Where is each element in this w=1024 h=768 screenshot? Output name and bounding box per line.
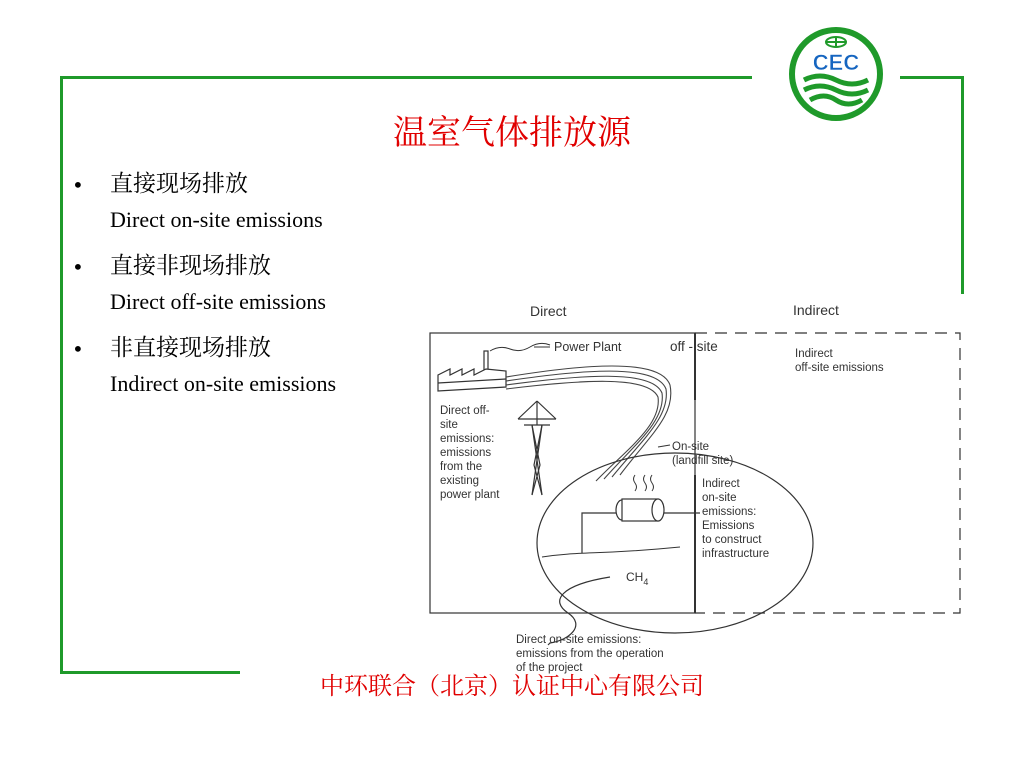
direct-offsite-line-5: from the — [440, 461, 483, 473]
direct-offsite-line-4: emissions — [440, 447, 492, 459]
bullet-marker: • — [72, 255, 84, 279]
bullet-marker: • — [72, 337, 84, 361]
diagram-header-direct: Direct — [530, 303, 567, 319]
direct-offsite-line-3: emissions: — [440, 433, 495, 445]
indirect-onsite-line-3: emissions: — [702, 506, 757, 518]
transmission-tower-icon — [518, 401, 556, 495]
list-item — [72, 165, 432, 247]
indirect-onsite-line-2: on-site — [702, 492, 737, 504]
landfill-site-label: (landfill site) — [672, 455, 734, 467]
direct-offsite-line-1: Direct off- — [440, 405, 490, 417]
frame-top-right — [900, 76, 962, 79]
diagram-header-indirect: Indirect — [793, 302, 839, 318]
direct-offsite-line-6: existing — [440, 475, 479, 487]
bullet-marker: • — [72, 173, 84, 197]
landfill-site-ellipse — [537, 453, 813, 633]
indirect-onsite-line-4: Emissions — [702, 520, 755, 532]
indirect-offsite-line-2: off-site emissions — [795, 362, 884, 374]
frame-top-left — [60, 76, 752, 79]
bullet-en-text: Direct off-site emissions — [110, 289, 326, 314]
direct-onsite-line-1: Direct on-site emissions: — [516, 634, 642, 646]
direct-onsite-line-3: of the project — [516, 662, 583, 674]
indirect-box — [695, 333, 960, 613]
generator-icon — [582, 475, 700, 553]
indirect-offsite-line-1: Indirect — [795, 348, 833, 360]
bullet-en-text: Indirect on-site emissions — [110, 371, 337, 396]
frame-left — [60, 76, 63, 674]
indirect-onsite-line-1: Indirect — [702, 478, 740, 490]
bullet-en-text: Direct on-site emissions — [110, 207, 323, 232]
emissions-diagram — [420, 295, 970, 680]
power-plant-label: Power Plant — [554, 340, 622, 354]
factory-icon — [438, 343, 550, 391]
logo-text: CEC — [812, 50, 860, 75]
direct-offsite-line-7: power plant — [440, 489, 500, 501]
transmission-lines — [506, 366, 671, 481]
page-title: 温室气体排放源 — [393, 113, 631, 153]
bullet-cn-text: 非直接现场排放 — [110, 335, 271, 361]
bullet-list — [72, 165, 432, 411]
list-item — [72, 247, 432, 329]
off-site-label: off - site — [670, 339, 718, 354]
bullet-cn-text: 直接非现场排放 — [110, 253, 271, 279]
indirect-onsite-line-6: infrastructure — [702, 548, 770, 560]
footer-company: 中环联合（北京）认证中心有限公司 — [320, 672, 704, 700]
list-item — [72, 329, 432, 411]
direct-onsite-line-2: emissions from the operation — [516, 648, 664, 660]
ch4-label: $CH_4$ — [626, 570, 649, 587]
direct-offsite-line-2: site — [440, 419, 458, 431]
bullet-cn-text: 直接现场排放 — [110, 171, 248, 197]
on-site-label: On-site — [672, 441, 710, 453]
indirect-onsite-line-5: to construct — [702, 534, 762, 546]
